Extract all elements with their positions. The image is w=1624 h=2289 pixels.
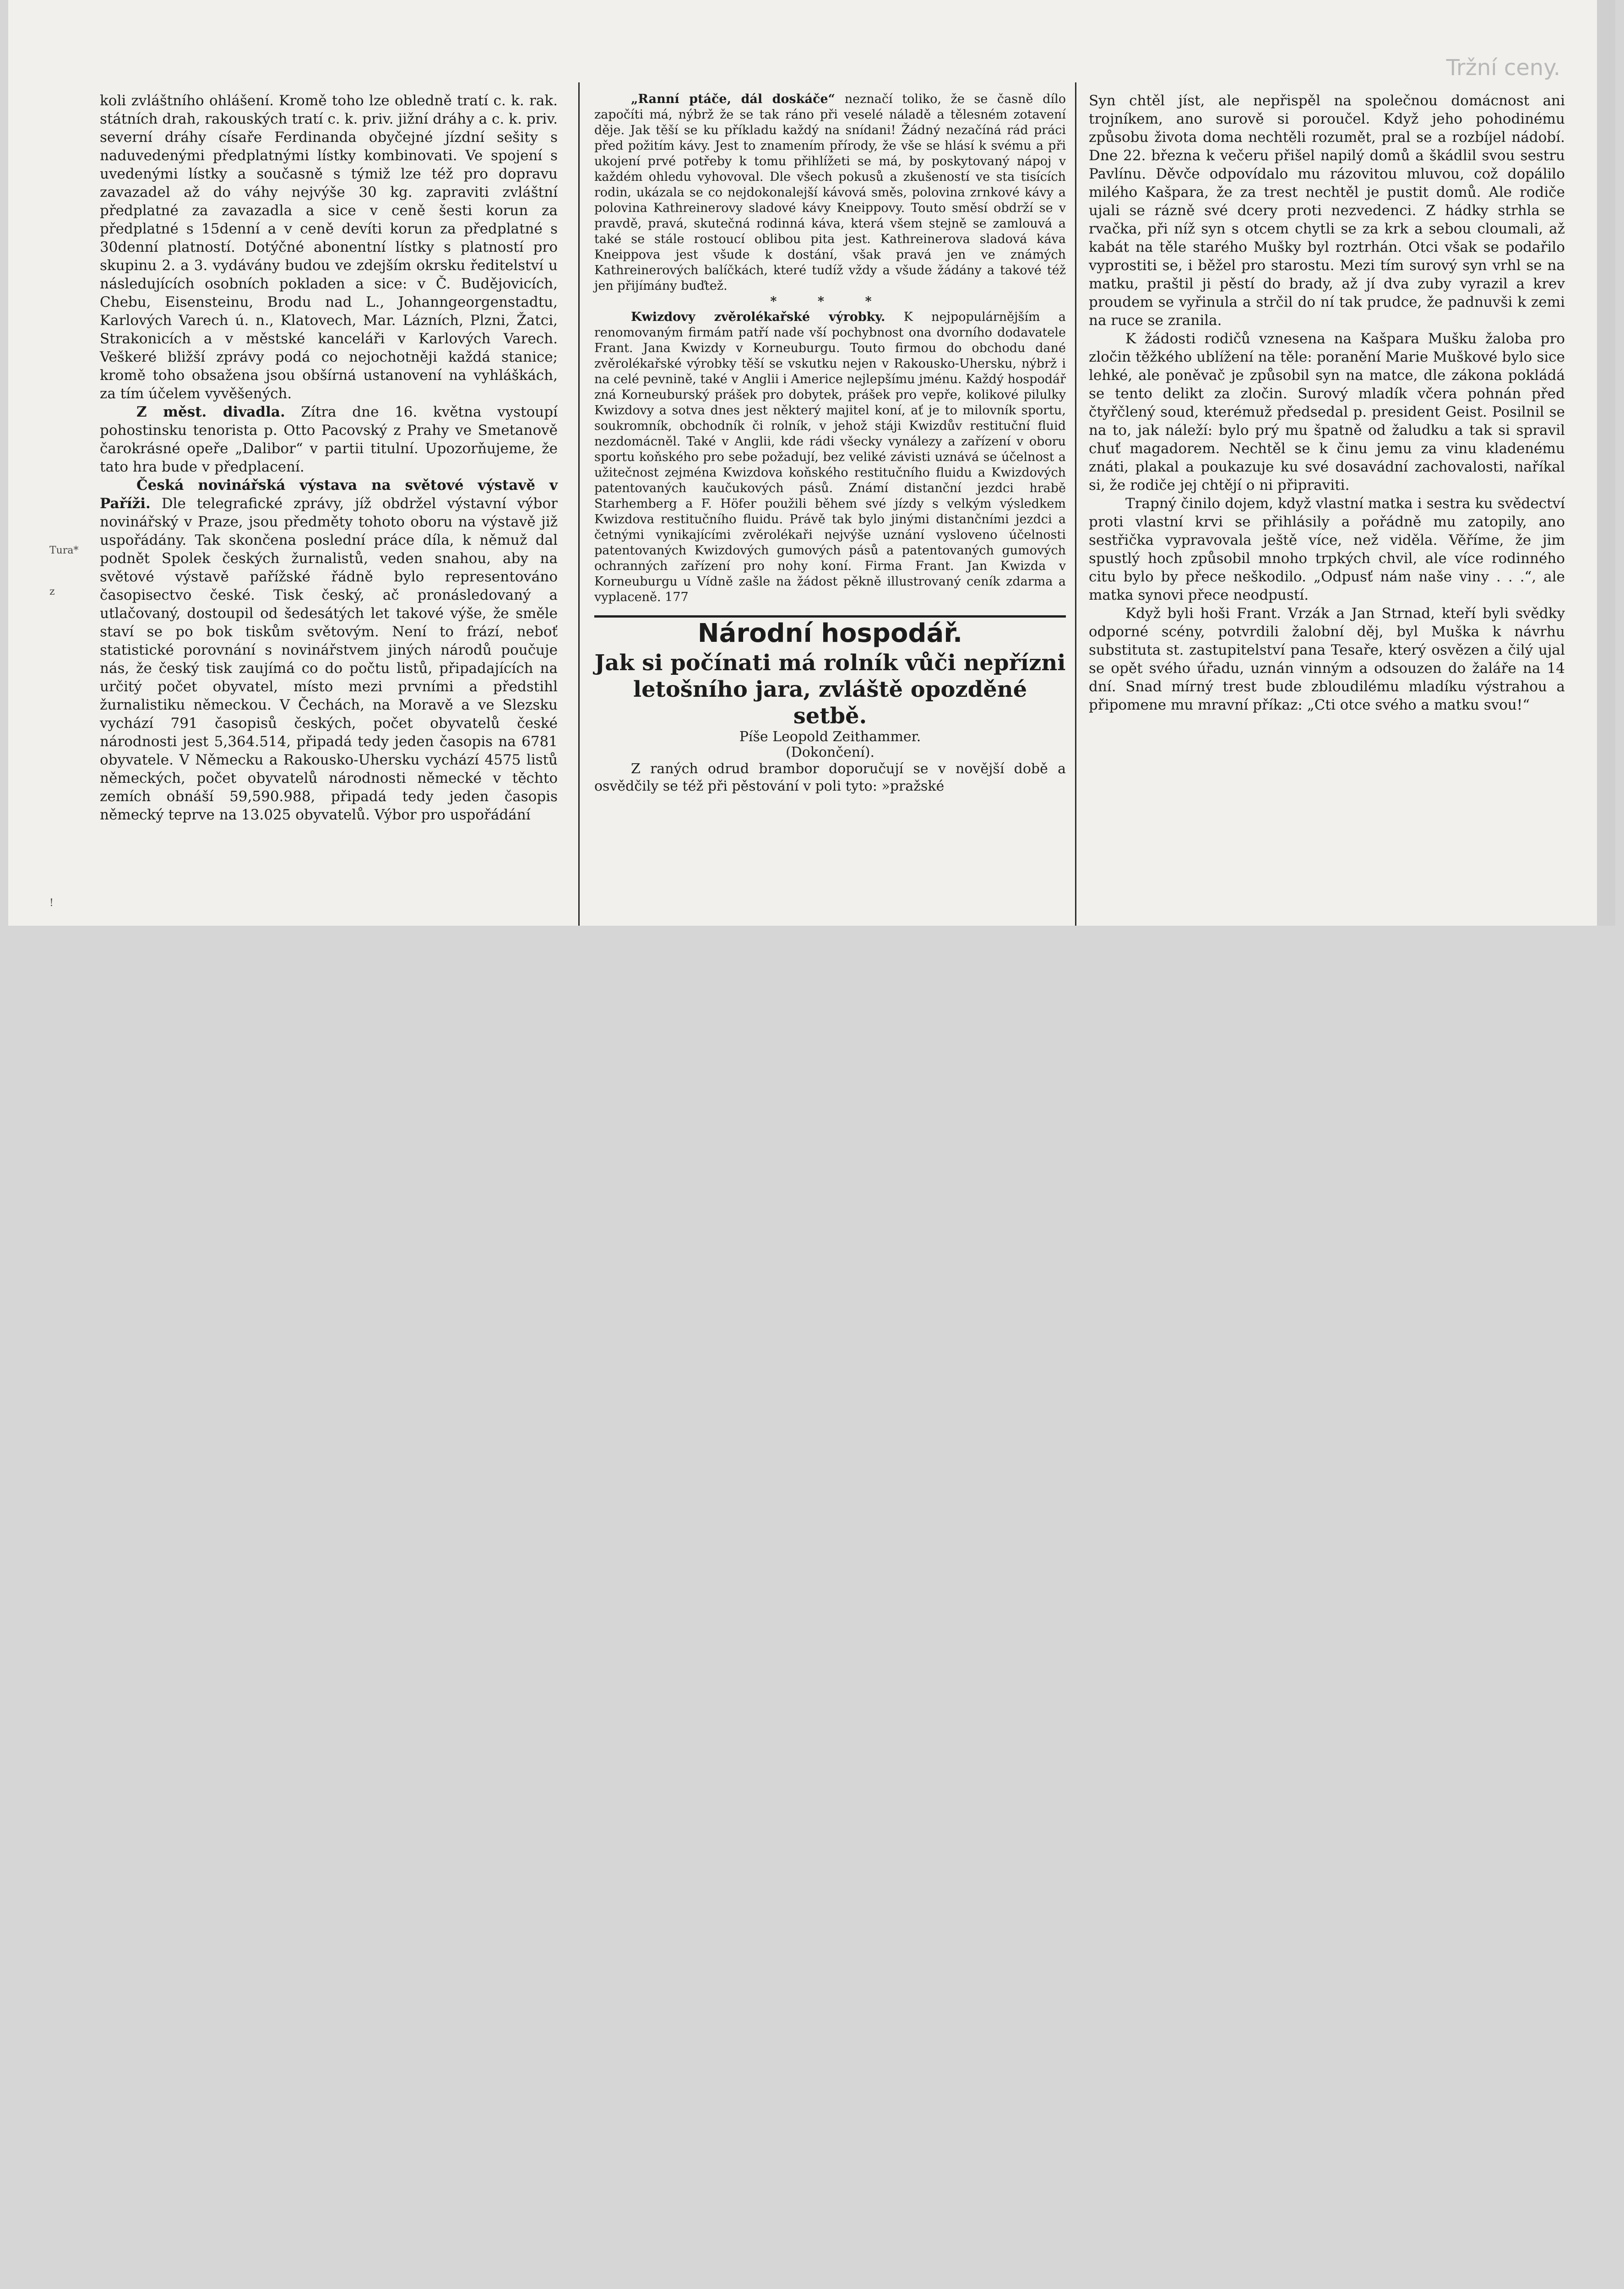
paragraph: [594, 92, 1066, 294]
section-separator: * * *: [770, 294, 890, 309]
article-byline: Píše Leopold Zeithammer.: [739, 729, 921, 745]
article-title: Jak si počínati má rolník vůči nepřízni letošního jara, zvláště opozděné setbě.: [594, 650, 1066, 729]
section-title: Národní hospodář.: [697, 618, 963, 648]
faint-header-text: Tržní ceny.: [1446, 55, 1560, 81]
paragraph: Syn chtěl jíst, ale nepřispěl na společnou domácnost ani trojníkem, ano surově si poroučel. Když jeho pohodinému způsobu života doma nechtěli rozumět, pral se a rozbíjel nádobí. Dne 22. března k večeru přišel napilý domů a škádlil svou sestru Pavlínu. Děvče odpovídalo mu rázovitou mluvou, což dopálilo milého Kašpara, že za trest nechtěl je pustit domů. Ale rodiče ujali se rázně své dcery proti nezvedenci. Z hádky strhla se rvačka, při níž syn s otcem chytli se za krk a sebou cloumali, až kabát na těle starého Mušky byl roztrhán. Otci však se podařilo vyprostiti se, i běžel pro starostu. Mezi tím surový syn vrhl se na matku, praštil ji pěstí do brady, až jí dva zuby vyrazil a krev proudem se vyřinula a strčil do ní tak prudce, že padnuvši k zemi na ruce se zranila.: [1089, 92, 1565, 329]
paragraph: [594, 309, 1066, 605]
paragraph: Z raných odrud brambor doporučují se v novější době a osvědčily se též při pěstování v poli tyto: »pražské: [594, 761, 1066, 794]
column-middle: [594, 92, 1066, 795]
newspaper-scan: [8, 0, 1615, 926]
paragraph: Trapný činilo dojem, když vlastní matka i sestra ku svědectví proti vlastní krvi se přihlásily a pořádně mu zatopily, ano sestřička vypravovala ještě více, než viděla. Věříme, že jim spustlý hoch způsobil mnoho trpkých chvil, ale více rodinného citu bylo by přece neškodilo. „Odpusť nám naše viny . . .“, ale matka synovi přece neodpustí.: [1089, 495, 1565, 603]
paragraph-body: Zítra dne 16. května vystoupí pohostinsku tenorista p. Otto Pacovský z Prahy ve Smetanově čarokrásné opeře „Dalibor“ v partii titulní. Upozorňujeme, že tato hra bude v předplacení.: [100, 404, 558, 475]
paragraph-body: Dle telegrafické zprávy, jíž obdržel výstavní výbor novinářský v Praze, jsou předměty tohoto oboru na výstavě již uspořádány. Tak skončena poslední práce díla, k němuž dal podnět Spolek českých žurnalistů, veden snahou, aby na světové výstavě pařížské řádně bylo representováno časopisectvo české. Tisk český, ač pronásledovaný a utlačovaný, dostoupil od šedesátých let takové výše, že směle staví se po bok tiskům světovým. Není to frází, neboť statistické porovnání s novinářstvem jiných národů poučuje nás, že český tisk zaujímá co do počtu listů, připadajících na určitý počet obyvatel, místo mezi prvními a předstihl žurnalistiku německou. V Čechách, na Moravě a ve Slezsku vychází 791 časopisů českých, počet obyvatelů české národnosti jest 5,364.514, připadá tedy jeden časopis na 6781 obyvatele. V Německu a Rakousko-Uhersku vychází 4575 listů německých, počet obyvatelů národnosti německé v těchto zemích obnáší 59,590.988, připadá tedy jeden časopis německý teprve na 13.025 obyvatelů. Výbor pro uspořádání: [100, 495, 558, 823]
paragraph-heading: „Ranní ptáče, dál doskáče“: [631, 92, 836, 106]
margin-mark: !: [49, 897, 54, 909]
column-divider: [1075, 82, 1076, 926]
margin-mark: z: [49, 586, 55, 597]
paragraph-heading: Česká novinářská výstava na světové výstavě v Paříži.: [100, 477, 558, 512]
continued-note: (Dokončení).: [785, 744, 875, 760]
paragraph-body: neznačí toliko, že se časně dílo započíti má, nýbrž že se tak ráno při veselé náladě a tělesném zotavení děje. Jak těší se ku příkladu každý na snídani! Žádný nezačíná rád práci před požitím kávy. Jest to znamením přírody, že vše se hlásí k svému a při ukojení prvé potřeby k tomu přihlížeti se má, by poskytovaný nápoj v každém ohledu vyhovoval. Dle všech pokusů a zkušeností ve sta tisících rodin, ukázala se co nejdokonalejší kávová směs, polovina zrnkové kávy a polovina Kathreinerovy sladové kávy Kneippovy. Touto směsí obdrží se v pravdě, pravá, skutečná rodinná káva, která všem stejně se zamlouvá a také se stále rostoucí oblibou pita jest. Kathreinerova sladová káva Kneippova jest všude k dostání, však pravá jen ve známých Kathreinerových balíčkách, které tudíž vždy a všude žádány a takové též jen přijímány buďtež.: [594, 92, 1066, 293]
paragraph: [100, 403, 558, 476]
paragraph-heading: Z měst. divadla.: [136, 404, 285, 420]
margin-mark: Tura*: [49, 545, 79, 556]
paragraph: K žádosti rodičů vznesena na Kašpara Mušku žaloba pro zločin těžkého ublížení na těle: poranění Marie Muškové bylo sice lehké, ale poněvač je způsobil syn na matce, dle zákona pokládá se tento delikt za zločin. Surový mladík včera pohnán před čtyřčlený soud, kterémuž předsedal p. president Geist. Posilnil se na to, jak náleží: bylo prý mu špatně od žaludku a tak si spravil chuť magadorem. Nechtěl se k činu jemu za vinu kladenému znáti, plakal a poukazuje ku své dosavádní zachovalosti, naříkal si, že rodiče jej chtějí o ni připraviti.: [1089, 331, 1565, 494]
column-divider: [578, 82, 580, 926]
paragraph: koli zvláštního ohlášení. Kromě toho lze obledně tratí c. k. rak. státních drah, rakouských tratí c. k. priv. jižní dráhy a c. k. priv. severní dráhy císaře Ferdinanda obyčejné jízdní sešity s naduvedenými předplatnými lístky kombinovati. Ve spojení s uvedenými lístky a současně s týmiž lze též pro dopravu zavazadel až do váhy nejvýše 30 kg. zapraviti zvláštní předplatné za zavazadla a sice v ceně šesti korun za předplatné s 15denní a v ceně devíti korun za předplatné s 30denní platností. Dotýčné abonentní lístky s platností pro skupinu 2. a 3. vydávány budou ve zdejším okrsku ředitelství u následujících osobních pokladen a sice: v Č. Budějovicích, Chebu, Eisensteinu, Brodu nad L., Johanngeorgenstadtu, Karlových Varech ú. n., Klatovech, Mar. Lázních, Plzni, Žatci, Strakonicích a v městské kanceláři v Karlových Varech. Veškeré bližší zprávy podá co nejochotněji každá stanice; kromě toho obsažena jsou obšírná ustanovení na vyhláškách, za tím účelem vyvěšených.: [100, 92, 558, 402]
empty-scan-area: [0, 926, 1624, 2289]
paragraph-body: K nejpopulárnějším a renomovaným firmám patří nade vší pochybnost ona dvorního dodavatele Frant. Jana Kwizdy v Korneuburgu. Touto firmou do obchodu dané zvěrolékařské výrobky těší se vskutku nejen v Rakousko-Uhersku, nýbrž i na celé pevnině, také v Anglii i Americe nejlepšímu jménu. Každý hospodář zná Korneuburský prášek pro dobytek, prášek pro vepře, kolikové pilulky Kwizdovy a sotva dnes jest některý majitel koní, ať je to milovník sportu, soukromník, obchodník či rolník, v jehož stáji Kwizdův restituční fluid nezdomácněl. Také v Anglii, kde rádi všecky vynálezy a zařízení v oboru sportu koňského pro sebe požadují, bez veliké závisti uznává se účelnost a užitečnost zejména Kwizdova koňského restitučního fluidu a Kwizdových patentovaných kaučukových pásů. Známí distanční jezdci hrabě Starhemberg a F. Höfer použili během své jízdy s velkým výsledkem Kwizdova restitučního fluidu. Právě tak bylo jinými distančními jezdci a četnými vynikajícími zvěrolékaři nejvýše uznání vysloveno účelnosti patentovaných Kwizdových gumových pásů a patentovaných gumových ochranných zařízení pro nohy koní. Firma Frant. Jan Kwizda v Korneuburgu u Vídně zašle na žádost pěkně illustrovaný ceník zdarma a vyplaceně. 177: [594, 310, 1066, 604]
paragraph-heading: Kwizdovy zvěrolékařské výrobky.: [631, 310, 885, 324]
page-edge: [1597, 0, 1615, 926]
paragraph: Když byli hoši Frant. Vrzák a Jan Strnad, kteří byli svědky odporné scény, potvrdili žalobní děj, byl Muška k návrhu substituta st. zastupitelství pana Tesaře, který osvězen a čilý ujal se opět svého úřadu, uznán vinným a odsouzen do žaláře na 14 dní. Snad mírný trest bude zbloudilému mladíku výstrahou a připomene mu mravní příkaz: „Cti otce svého a matku svou!“: [1089, 605, 1565, 713]
paragraph: [100, 476, 558, 824]
column-left: [100, 92, 558, 824]
column-right: [1089, 92, 1565, 714]
